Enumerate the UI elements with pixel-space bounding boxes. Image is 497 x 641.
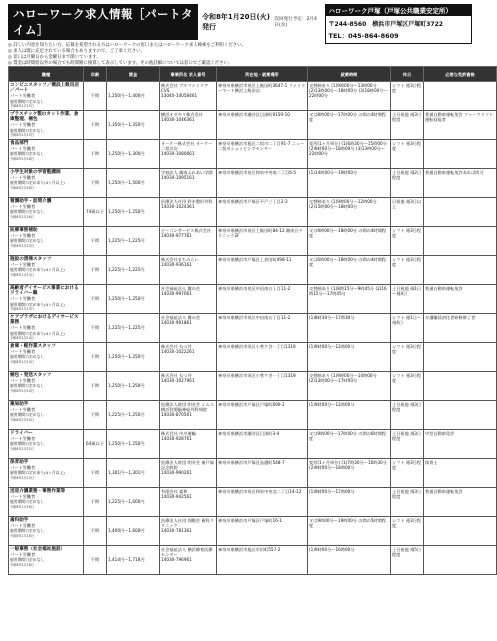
wage-cell: 1,250円～1,250円: [107, 343, 160, 372]
company-cell: [160, 488, 217, 517]
job-period: 雇用期間の定めなし: [10, 557, 45, 563]
job-type: パート労働者: [10, 407, 36, 413]
wage-cell: 1,250円～1,500円: [107, 169, 160, 198]
job-date: 令和8年1月16日: [10, 562, 35, 567]
job-period: 雇用期間の定めなし: [10, 528, 45, 534]
address-cell: 神奈川県横浜市旭区市沢町557-2: [217, 546, 308, 575]
title-row: [8, 4, 321, 40]
job-type: パート労働者: [10, 378, 36, 384]
hours-cell: 変形(1ヶ月単位) (1)7時30分～16時30分 (2)9時00分～18時00分: [308, 459, 391, 488]
license-cell: [424, 82, 497, 111]
holidays-cell: シフト 週3日程度: [391, 343, 424, 372]
company-name: 医療法人社団 翔陽会 歯科クリニック: [161, 518, 214, 529]
table-row: [9, 256, 497, 285]
company-cell: [160, 459, 217, 488]
company-name: 株式会社 ブルファミリア CVS: [161, 83, 209, 94]
address-cell: 神奈川県横浜市泉区上飯田町84-12 湘南台クリニック2F: [217, 227, 308, 256]
job-number: 14030-870561: [161, 412, 192, 418]
job-cell: [9, 198, 84, 227]
hours-cell: (1)9時00分～16時00分: [308, 546, 391, 575]
company-cell: [160, 227, 217, 256]
license-cell: [424, 517, 497, 546]
job-title: プラスチック製のカット作業、倉庫整理、梱包: [10, 112, 79, 123]
page-header: [8, 4, 472, 66]
age-cell: 不問: [84, 343, 107, 372]
job-cell: [9, 459, 84, 488]
hours-cell: 又は9時00分～17時00分 の間の6時間程度: [308, 430, 391, 459]
table-row: [9, 169, 497, 198]
job-date: 令和8年1月14日: [10, 335, 35, 340]
job-date: 令和8年1月13日: [10, 306, 35, 311]
company-name: 株式会社 丸つ井: [161, 373, 192, 379]
hours-cell: 交替制あり (1)8時15分～9時45分 (2)16時15分～17時45分: [308, 285, 391, 314]
hours-cell: 交替制あり (1)9時00分～12時00分 (2)15時00分～18時00分: [308, 198, 391, 227]
job-number: 14030-1080661: [161, 151, 195, 157]
col-header-company: 事業所名 求人番号: [160, 67, 217, 82]
job-cell: [9, 256, 84, 285]
note-line: ◎ 窓口は月曜日から金曜日まで開いています。: [8, 55, 101, 60]
hours-cell: (1)9時00分～12時00分: [308, 401, 391, 430]
company-cell: [160, 517, 217, 546]
company-name: 横浜オダギリ株式会社: [161, 112, 203, 118]
job-number: 14030-781361: [161, 528, 192, 534]
job-title: 小学生対象の学習塾講師: [10, 170, 61, 176]
table-row: [9, 111, 497, 140]
job-period: 雇用期間の定めなし: [10, 412, 45, 418]
table-row: [9, 372, 497, 401]
holidays-cell: シフト 週3日程度: [391, 517, 424, 546]
wage-cell: 1,350円～1,350円: [107, 111, 160, 140]
job-cell: [9, 372, 84, 401]
job-type: パート労働者: [10, 204, 36, 210]
header-left: [8, 4, 321, 67]
age-cell: 不問: [84, 285, 107, 314]
company-cell: [160, 111, 217, 140]
wage-cell: 1,400円～1,600円: [107, 517, 160, 546]
job-type: パート労働者: [10, 93, 36, 99]
office-name: ハローワーク戸塚（戸塚公共職業安定所）: [326, 5, 471, 16]
company-cell: [160, 256, 217, 285]
company-name: 有限会社 楽和: [161, 489, 188, 495]
job-type: パート労働者: [10, 233, 36, 239]
office-box: [325, 4, 472, 44]
job-date: 令和8年1月13日: [10, 272, 35, 277]
address-cell: 神奈川県横浜市瀬谷区目黒町9159-10: [217, 111, 308, 140]
address-cell: 神奈川県横浜市栄区小菅ケ谷一丁目1319: [217, 372, 308, 401]
job-period: 雇用期間の定めあり(4ヶ月以上): [10, 330, 65, 336]
page-title: ハローワーク求人情報［パートタイム］: [8, 4, 198, 40]
address-cell: 神奈川県横浜市戸塚区平戸三丁目2-3: [217, 198, 308, 227]
job-title: 一般事務（社会福祉施設）: [10, 547, 66, 553]
hours-cell: (1)8時30分～17時30分: [308, 314, 391, 343]
license-cell: [424, 372, 497, 401]
license-cell: 普通自動車運転免許あれば尚可: [424, 169, 497, 198]
wage-cell: 1,225円～1,225円: [107, 227, 160, 256]
job-title: 薬局助手: [10, 402, 29, 408]
job-number: 14030-997061: [161, 291, 192, 297]
age-cell: 不問: [84, 140, 107, 169]
col-header-license: 必要な免許資格: [424, 67, 497, 82]
job-title: 梱包・発送スタッフ: [10, 373, 52, 379]
col-header-hours: 就業時間: [308, 67, 391, 82]
next-issue: 次回発行予定：2月4日(水): [274, 17, 317, 28]
table-row: [9, 314, 497, 343]
license-cell: 普通自動車運転免許: [424, 488, 497, 517]
notes: [8, 43, 321, 67]
holidays-cell: 土日祝他 週3日程度: [391, 401, 424, 430]
license-cell: [424, 198, 497, 227]
note-line: ◎ 求人は既に充足されている場合もありますので、ご了承ください。: [8, 49, 145, 54]
job-period: 雇用期間の定めなし: [10, 98, 45, 104]
col-header-address: 所在地・就業場所: [217, 67, 308, 82]
address-cell: 神奈川県横浜市泉区中田南五丁目11-2: [217, 285, 308, 314]
company-name: ピーコンサービス株式会社: [161, 228, 212, 234]
job-title: 看護助手・訪問介護: [10, 199, 52, 205]
job-cell: [9, 111, 84, 140]
job-date: 令和8年1月14日: [10, 359, 35, 364]
age-cell: 不問: [84, 372, 107, 401]
job-title: 保育助手: [10, 460, 29, 466]
note-line: ◎ 詳しい内容を知りたい方、応募を希望される方はハローワークの窓口またはハローワーク求人検索をご利用ください。: [8, 43, 246, 48]
job-period: 雇用期間の定めあり(4ヶ月以上): [10, 470, 65, 476]
table-row: [9, 430, 497, 459]
holidays-cell: シフト 週1日～週4日: [391, 314, 424, 343]
company-cell: [160, 343, 217, 372]
job-date: 令和8年1月15日: [10, 475, 35, 480]
job-period: 雇用期間の定めなし: [10, 127, 45, 133]
license-cell: 保育士: [424, 459, 497, 488]
job-number: 14030-991861: [161, 320, 192, 326]
job-number: 14030-936161: [161, 262, 192, 268]
job-period: 雇用期間の定めなし: [10, 238, 45, 244]
age-cell: 不問: [84, 459, 107, 488]
license-cell: [424, 343, 497, 372]
company-name: オーケー株式会社 オーケー二俣川店: [161, 141, 213, 152]
job-type: パート労働者: [10, 262, 36, 268]
hours-cell: 又は9時00分～18時00分 の間の4時間程度: [308, 227, 391, 256]
col-header-wage: 賃金: [107, 67, 160, 82]
job-type: パート労働者: [10, 325, 36, 331]
license-cell: 普通自動車運転免許: [424, 285, 497, 314]
job-date: 令和8年1月15日: [10, 446, 35, 451]
company-name: 医療法人財団 明芳会 東戸塚記念病院: [161, 460, 214, 471]
age-cell: 不問: [84, 227, 107, 256]
job-title: ドライバー: [10, 431, 33, 437]
hours-cell: 交替制あり (1)9時00分～14時00分 (2)13時00分～17時00分: [308, 372, 391, 401]
holidays-cell: 日祝他 週3日以上: [391, 198, 424, 227]
table-row: [9, 343, 497, 372]
holidays-cell: シフト 週3日程度: [391, 459, 424, 488]
job-type: パート労働者: [10, 175, 36, 181]
job-title: 送迎介護業務・事務作業等: [10, 489, 66, 495]
age-cell: 不問: [84, 517, 107, 546]
address-cell: 神奈川県横浜市旭区二俣川二丁目91-7 ニュー二俣川ショッピングセンター: [217, 140, 308, 169]
table-row: [9, 546, 497, 575]
job-title: ケアプラザにおけるデイサービス業務: [10, 315, 79, 326]
license-cell: [424, 401, 497, 430]
license-cell: 中型自動車免許: [424, 430, 497, 459]
job-date: 令和8年1月15日: [10, 417, 35, 422]
job-date: 令和8年1月14日: [10, 388, 35, 393]
holidays-cell: シフト 週3日程度: [391, 227, 424, 256]
job-number: 14030-796961: [161, 557, 192, 563]
job-date: 令和8年1月15日: [10, 103, 35, 108]
company-cell: [160, 314, 217, 343]
license-cell: 普通自動車運転免許 ファークリフト運転技能者: [424, 111, 497, 140]
address-cell: 神奈川県横浜市泉区中田南五丁目11-2: [217, 314, 308, 343]
job-title: コンビニスタッフ／横浜上飯田店／パート: [10, 83, 79, 94]
col-header-age: 年齢: [84, 67, 107, 82]
job-type: パート労働者: [10, 465, 36, 471]
address-cell: 神奈川県横浜市栄区小菅ケ谷一丁目1319: [217, 343, 308, 372]
address-cell: 神奈川県横浜市戸塚区戸塚町16-1: [217, 517, 308, 546]
job-number: 14030-1095161: [161, 175, 195, 181]
age-cell: 不問: [84, 256, 107, 285]
company-name: 株式会社 丸つ井: [161, 344, 192, 350]
table-row: [9, 459, 497, 488]
job-date: 令和8年1月15日: [10, 132, 35, 137]
wage-cell: 1,250円～1,250円: [107, 198, 160, 227]
age-cell: 不問: [84, 401, 107, 430]
table-header-row: [9, 67, 497, 82]
job-number: 13040-14058461: [161, 93, 198, 99]
job-title: 施設の清掃スタッフ: [10, 257, 52, 263]
wage-cell: 1,225円～1,250円: [107, 401, 160, 430]
age-cell: 不問: [84, 169, 107, 198]
company-name: 株式会社まちみらい: [161, 257, 199, 263]
table-row: [9, 285, 497, 314]
issued-date: 令和8年1月20日(火)発行: [202, 13, 270, 31]
job-type: パート労働者: [10, 296, 36, 302]
job-cell: [9, 82, 84, 111]
company-name: 株式会社 中川運輸: [161, 431, 196, 437]
job-period: 雇用期間の定めあり(4ヶ月以上): [10, 180, 65, 186]
address-cell: 神奈川県横浜市戸塚区上倉田町498-11: [217, 256, 308, 285]
license-cell: 介護職員初任者研修修了者: [424, 314, 497, 343]
job-cell: [9, 430, 84, 459]
job-number: 14030-990261: [161, 470, 192, 476]
company-cell: [160, 430, 217, 459]
wage-cell: 1,301円～1,301円: [107, 459, 160, 488]
job-date: 令和8年1月13日: [10, 243, 35, 248]
job-type: パート労働者: [10, 349, 36, 355]
job-cell: [9, 169, 84, 198]
job-period: 雇用期間の定めあり(4ヶ月以上): [10, 267, 65, 273]
age-cell: 不問: [84, 314, 107, 343]
job-date: 令和8年1月16日: [10, 185, 35, 190]
note-line: ◎ 賃金は時間給以外の場合でも時間額に換算して表示しています。その他詳細については窓口でご確認ください。: [8, 61, 233, 66]
wage-cell: 1,250円～1,250円: [107, 285, 160, 314]
job-cell: [9, 488, 84, 517]
holidays-cell: 土日祝他 週1日～週4日: [391, 285, 424, 314]
holidays-cell: 土日祝他 週3日程度: [391, 488, 424, 517]
job-number: 14030-1024361: [161, 204, 195, 210]
company-cell: [160, 198, 217, 227]
job-type: パート労働者: [10, 122, 36, 128]
age-cell: 64歳以下: [84, 430, 107, 459]
address-cell: 神奈川県横浜市戸塚区品濃町548-7: [217, 459, 308, 488]
job-period: 雇用期間の定めなし: [10, 151, 45, 157]
company-name: 社会福祉法人 横浜療育医療センター: [161, 547, 213, 558]
job-period: 雇用期間の定めなし: [10, 209, 45, 215]
job-period: 雇用期間の定めなし: [10, 383, 45, 389]
table-row: [9, 488, 497, 517]
company-cell: [160, 401, 217, 430]
address-cell: 神奈川県横浜市泉区和泉中央北二丁目14-12: [217, 488, 308, 517]
job-type: パート労働者: [10, 494, 36, 500]
license-cell: [424, 227, 497, 256]
job-number: 14030-928761: [161, 436, 192, 442]
holidays-cell: 土日祝他 週2日程度: [391, 169, 424, 198]
job-date: 令和8年1月16日: [10, 214, 35, 219]
job-title: 食品部門: [10, 141, 29, 147]
address-cell: 神奈川県横浜市戸塚区戸塚町690-2: [217, 401, 308, 430]
job-period: 雇用期間の定めなし: [10, 354, 45, 360]
job-cell: [9, 285, 84, 314]
hours-cell: 変形(1ヶ月単位) (1)6時30分～15時00分 (2)9時00分～18時00分 (3)13時00分～22時00分: [308, 140, 391, 169]
holidays-cell: シフト 週3日程度: [391, 140, 424, 169]
job-cell: [9, 517, 84, 546]
table-row: [9, 82, 497, 111]
hours-cell: (1)9時00分～12時00分: [308, 343, 391, 372]
age-cell: 不問: [84, 546, 107, 575]
col-header-job: 職種: [9, 67, 84, 82]
job-title: 医療事務補助: [10, 228, 38, 234]
company-name: 学校法人 湘南ふれあい学園: [161, 170, 213, 176]
hours-cell: 又は9時00分～19時00分 の間の5時間程度: [308, 517, 391, 546]
job-cell: [9, 401, 84, 430]
job-type: パート労働者: [10, 523, 36, 529]
job-cell: [9, 140, 84, 169]
job-table: [8, 66, 497, 575]
job-period: 雇用期間の定めなし: [10, 441, 45, 447]
company-name: 医療法人財団 明芳会 イムス横浜狩場脳神経外科病院: [161, 402, 214, 413]
table-row: [9, 227, 497, 256]
job-type: パート労働者: [10, 552, 36, 558]
job-date: 令和8年1月16日: [10, 156, 35, 161]
office-tel: TEL：045-864-8609: [328, 32, 399, 40]
address-cell: 神奈川県横浜市泉区和泉中央南二丁目6-5: [217, 169, 308, 198]
job-date: 令和8年1月16日: [10, 504, 35, 509]
wage-cell: 1,250円～1,400円: [107, 82, 160, 111]
company-cell: [160, 546, 217, 575]
company-cell: [160, 169, 217, 198]
company-name: 医療法人社団 鈴木整形外科: [161, 199, 213, 205]
age-cell: 不問: [84, 82, 107, 111]
company-name: 社会福祉法人 翼の会: [161, 315, 201, 321]
job-cell: [9, 546, 84, 575]
address-cell: 神奈川県横浜市泉区上飯田町3647-1 ファミリーマート横浜上飯田店: [217, 82, 308, 111]
job-number: 14030-1046361: [161, 117, 195, 123]
job-number: 14030-977761: [161, 233, 192, 239]
wage-cell: 1,250円～1,250円: [107, 372, 160, 401]
holidays-cell: 土日祝他 週3日程度: [391, 111, 424, 140]
license-cell: [424, 256, 497, 285]
company-cell: [160, 285, 217, 314]
company-cell: [160, 140, 217, 169]
address-cell: 神奈川県横浜市瀬谷区目黒町3-4: [217, 430, 308, 459]
job-type: パート労働者: [10, 146, 36, 152]
job-cell: [9, 227, 84, 256]
wage-cell: 1,225円～1,225円: [107, 314, 160, 343]
wage-cell: 1,225円～1,225円: [107, 256, 160, 285]
holidays-cell: シフト 週3日程度: [391, 372, 424, 401]
hours-cell: 又は6時00分～18時00分 の間の4時間程度: [308, 256, 391, 285]
license-cell: [424, 546, 497, 575]
age-cell: 不問: [84, 111, 107, 140]
office-address: 〒244-8560 横浜市戸塚区戸塚町3722: [328, 21, 443, 28]
company-cell: [160, 82, 217, 111]
table-row: [9, 517, 497, 546]
table-row: [9, 198, 497, 227]
holidays-cell: シフト 週3日程度: [391, 82, 424, 111]
job-rows: [9, 82, 497, 575]
holidays-cell: 土日祝他 週3日程度: [391, 430, 424, 459]
hours-cell: (1)14時00分～19時00分: [308, 169, 391, 198]
job-number: 14030-1022261: [161, 349, 195, 355]
holidays-cell: 土日祝他 週5日程度: [391, 546, 424, 575]
table-row: [9, 140, 497, 169]
job-number: 14030-942561: [161, 494, 192, 500]
job-title: 高齢者デイサービス事業におけるドライバー職: [10, 286, 79, 297]
hours-cell: (1)9時00分～17時00分: [308, 488, 391, 517]
col-header-holidays: 休日: [391, 67, 424, 82]
job-title: 歯科助手: [10, 518, 29, 524]
age-cell: 不問: [84, 488, 107, 517]
wage-cell: 1,414円～1,716円: [107, 546, 160, 575]
job-number: 14030-1027961: [161, 378, 195, 384]
wage-cell: 1,250円～1,300円: [107, 140, 160, 169]
license-cell: [424, 140, 497, 169]
job-title: 倉庫・軽作業スタッフ: [10, 344, 56, 350]
hours-cell: 交替制あり (1)9時00分～13時00分 (2)13時00分～18時00分 (3)18時00分～22時00分: [308, 82, 391, 111]
job-cell: [9, 314, 84, 343]
job-date: 令和8年1月16日: [10, 533, 35, 538]
company-cell: [160, 372, 217, 401]
wage-cell: 1,225円～1,600円: [107, 488, 160, 517]
wage-cell: 1,250円～1,250円: [107, 430, 160, 459]
company-name: 社会福祉法人 翼の会: [161, 286, 201, 292]
age-cell: 74歳以下: [84, 198, 107, 227]
job-cell: [9, 343, 84, 372]
job-type: パート労働者: [10, 436, 36, 442]
hours-cell: 又は8時00分～17時00分 の間の4時間程度: [308, 111, 391, 140]
job-period: 雇用期間の定めあり(4ヶ月以上): [10, 301, 65, 307]
table-row: [9, 401, 497, 430]
job-period: 雇用期間の定めなし: [10, 499, 45, 505]
holidays-cell: シフト 週3日程度: [391, 256, 424, 285]
